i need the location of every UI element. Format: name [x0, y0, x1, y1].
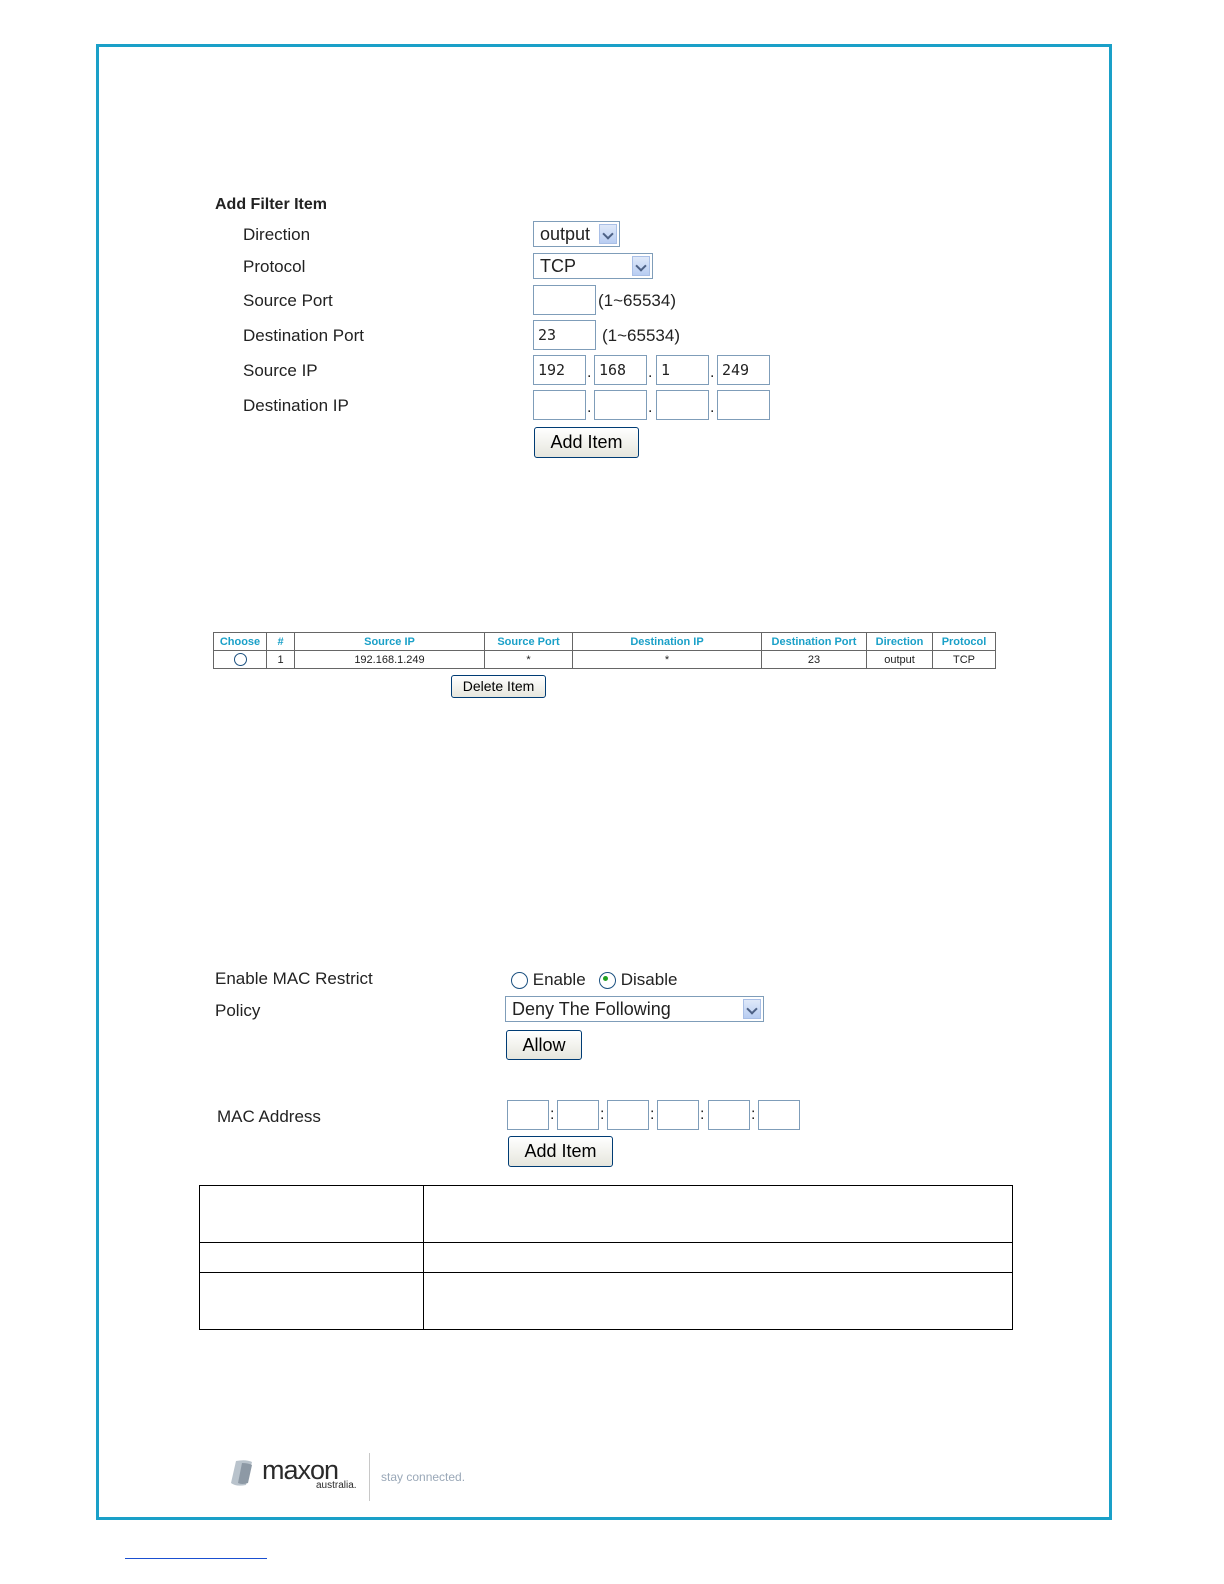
column-header-number: #: [267, 633, 295, 651]
column-header-choose: Choose: [214, 633, 267, 651]
disable-option-label: Disable: [620, 970, 678, 989]
chevron-down-icon: [743, 999, 761, 1019]
direction-value: output: [540, 224, 591, 244]
row-source-ip: 192.168.1.249: [295, 651, 485, 669]
table-row: [214, 651, 996, 669]
dest-ip-octet-3[interactable]: [656, 390, 709, 420]
column-header-direction: Direction: [867, 633, 933, 651]
direction-select[interactable]: [533, 221, 620, 247]
protocol-select[interactable]: [533, 253, 653, 279]
source-ip-octet-3[interactable]: 1: [656, 355, 709, 385]
mac-disable-option[interactable]: [599, 970, 677, 990]
table-cell: [200, 1186, 424, 1243]
footer-underline: [125, 1558, 267, 1559]
source-ip-label: Source IP: [243, 361, 318, 380]
mac-octet-2[interactable]: [557, 1100, 599, 1130]
ip-dot: .: [710, 364, 715, 381]
column-header-source-ip: Source IP: [295, 633, 485, 651]
ip-dot: .: [648, 399, 653, 416]
source-port-input[interactable]: [533, 285, 596, 315]
column-header-destination-port: Destination Port: [762, 633, 867, 651]
source-ip-octet-2[interactable]: 168: [594, 355, 647, 385]
ip-dot: .: [587, 364, 592, 381]
chevron-down-icon: [632, 256, 650, 276]
dest-ip-octet-2[interactable]: [594, 390, 647, 420]
row-number: 1: [267, 651, 295, 669]
column-header-destination-ip: Destination IP: [573, 633, 762, 651]
protocol-value: TCP: [540, 256, 576, 276]
mac-colon: :: [600, 1106, 605, 1123]
dest-ip-octet-1[interactable]: [533, 390, 586, 420]
dest-ip-label: Destination IP: [243, 396, 349, 415]
row-destination-ip: *: [573, 651, 762, 669]
tagline: stay connected.: [381, 1470, 466, 1484]
dest-port-label: Destination Port: [243, 326, 364, 345]
column-header-source-port: Source Port: [485, 633, 573, 651]
table-cell: [200, 1273, 424, 1330]
mac-octet-3[interactable]: [607, 1100, 649, 1130]
mac-colon: :: [550, 1106, 555, 1123]
policy-label: Policy: [215, 1001, 261, 1020]
mac-octet-6[interactable]: [758, 1100, 800, 1130]
mac-colon: :: [650, 1106, 655, 1123]
table-cell: [424, 1186, 1013, 1243]
row-select-radio[interactable]: [234, 653, 247, 666]
source-ip-octet-4[interactable]: 249: [717, 355, 770, 385]
dest-port-range-hint: (1~65534): [602, 326, 680, 345]
mac-enable-option[interactable]: [511, 970, 586, 990]
delete-item-button[interactable]: Delete Item: [451, 675, 546, 698]
add-filter-title: Add Filter Item: [215, 196, 328, 213]
direction-label: Direction: [243, 225, 311, 244]
table-cell: [424, 1273, 1013, 1330]
enable-radio[interactable]: [511, 972, 528, 989]
table-header-row: [214, 633, 996, 651]
ip-dot: .: [587, 399, 592, 416]
protocol-label: Protocol: [243, 257, 306, 276]
brand-sub: australia.: [316, 1480, 357, 1491]
filter-rules-table: [213, 632, 996, 669]
mac-colon: :: [751, 1106, 756, 1123]
empty-grid-table: [199, 1185, 1013, 1330]
add-mac-item-button[interactable]: Add Item: [508, 1136, 613, 1167]
logo-divider: [369, 1453, 370, 1501]
source-ip-octet-1[interactable]: 192: [533, 355, 586, 385]
row-protocol: TCP: [933, 651, 996, 669]
mac-octet-5[interactable]: [708, 1100, 750, 1130]
source-port-range-hint: (1~65534): [598, 291, 676, 310]
dest-port-input[interactable]: 23: [533, 320, 596, 350]
policy-value: Deny The Following: [512, 999, 671, 1019]
row-source-port: *: [485, 651, 573, 669]
maxon-mark-icon: [228, 1459, 258, 1489]
table-row: [200, 1243, 1013, 1273]
mac-address-label: MAC Address: [217, 1107, 321, 1126]
source-port-label: Source Port: [243, 291, 333, 310]
policy-select[interactable]: [505, 996, 764, 1022]
row-direction: output: [867, 651, 933, 669]
column-header-protocol: Protocol: [933, 633, 996, 651]
brand-name: maxon: [262, 1455, 339, 1485]
enable-option-label: Enable: [532, 970, 586, 989]
table-cell: [200, 1243, 424, 1273]
enable-mac-restrict-label: Enable MAC Restrict: [215, 969, 373, 988]
mac-colon: :: [700, 1106, 705, 1123]
table-cell: [424, 1243, 1013, 1273]
disable-radio[interactable]: [599, 972, 616, 989]
chevron-down-icon: [599, 224, 617, 244]
ip-dot: .: [648, 364, 653, 381]
allow-button[interactable]: Allow: [506, 1030, 582, 1060]
table-row: [200, 1273, 1013, 1330]
row-destination-port: 23: [762, 651, 867, 669]
ip-dot: .: [710, 399, 715, 416]
add-filter-item-button[interactable]: Add Item: [534, 427, 639, 458]
mac-octet-4[interactable]: [657, 1100, 699, 1130]
table-row: [200, 1186, 1013, 1243]
mac-octet-1[interactable]: [507, 1100, 549, 1130]
dest-ip-octet-4[interactable]: [717, 390, 770, 420]
row-choose-cell: [214, 651, 267, 669]
